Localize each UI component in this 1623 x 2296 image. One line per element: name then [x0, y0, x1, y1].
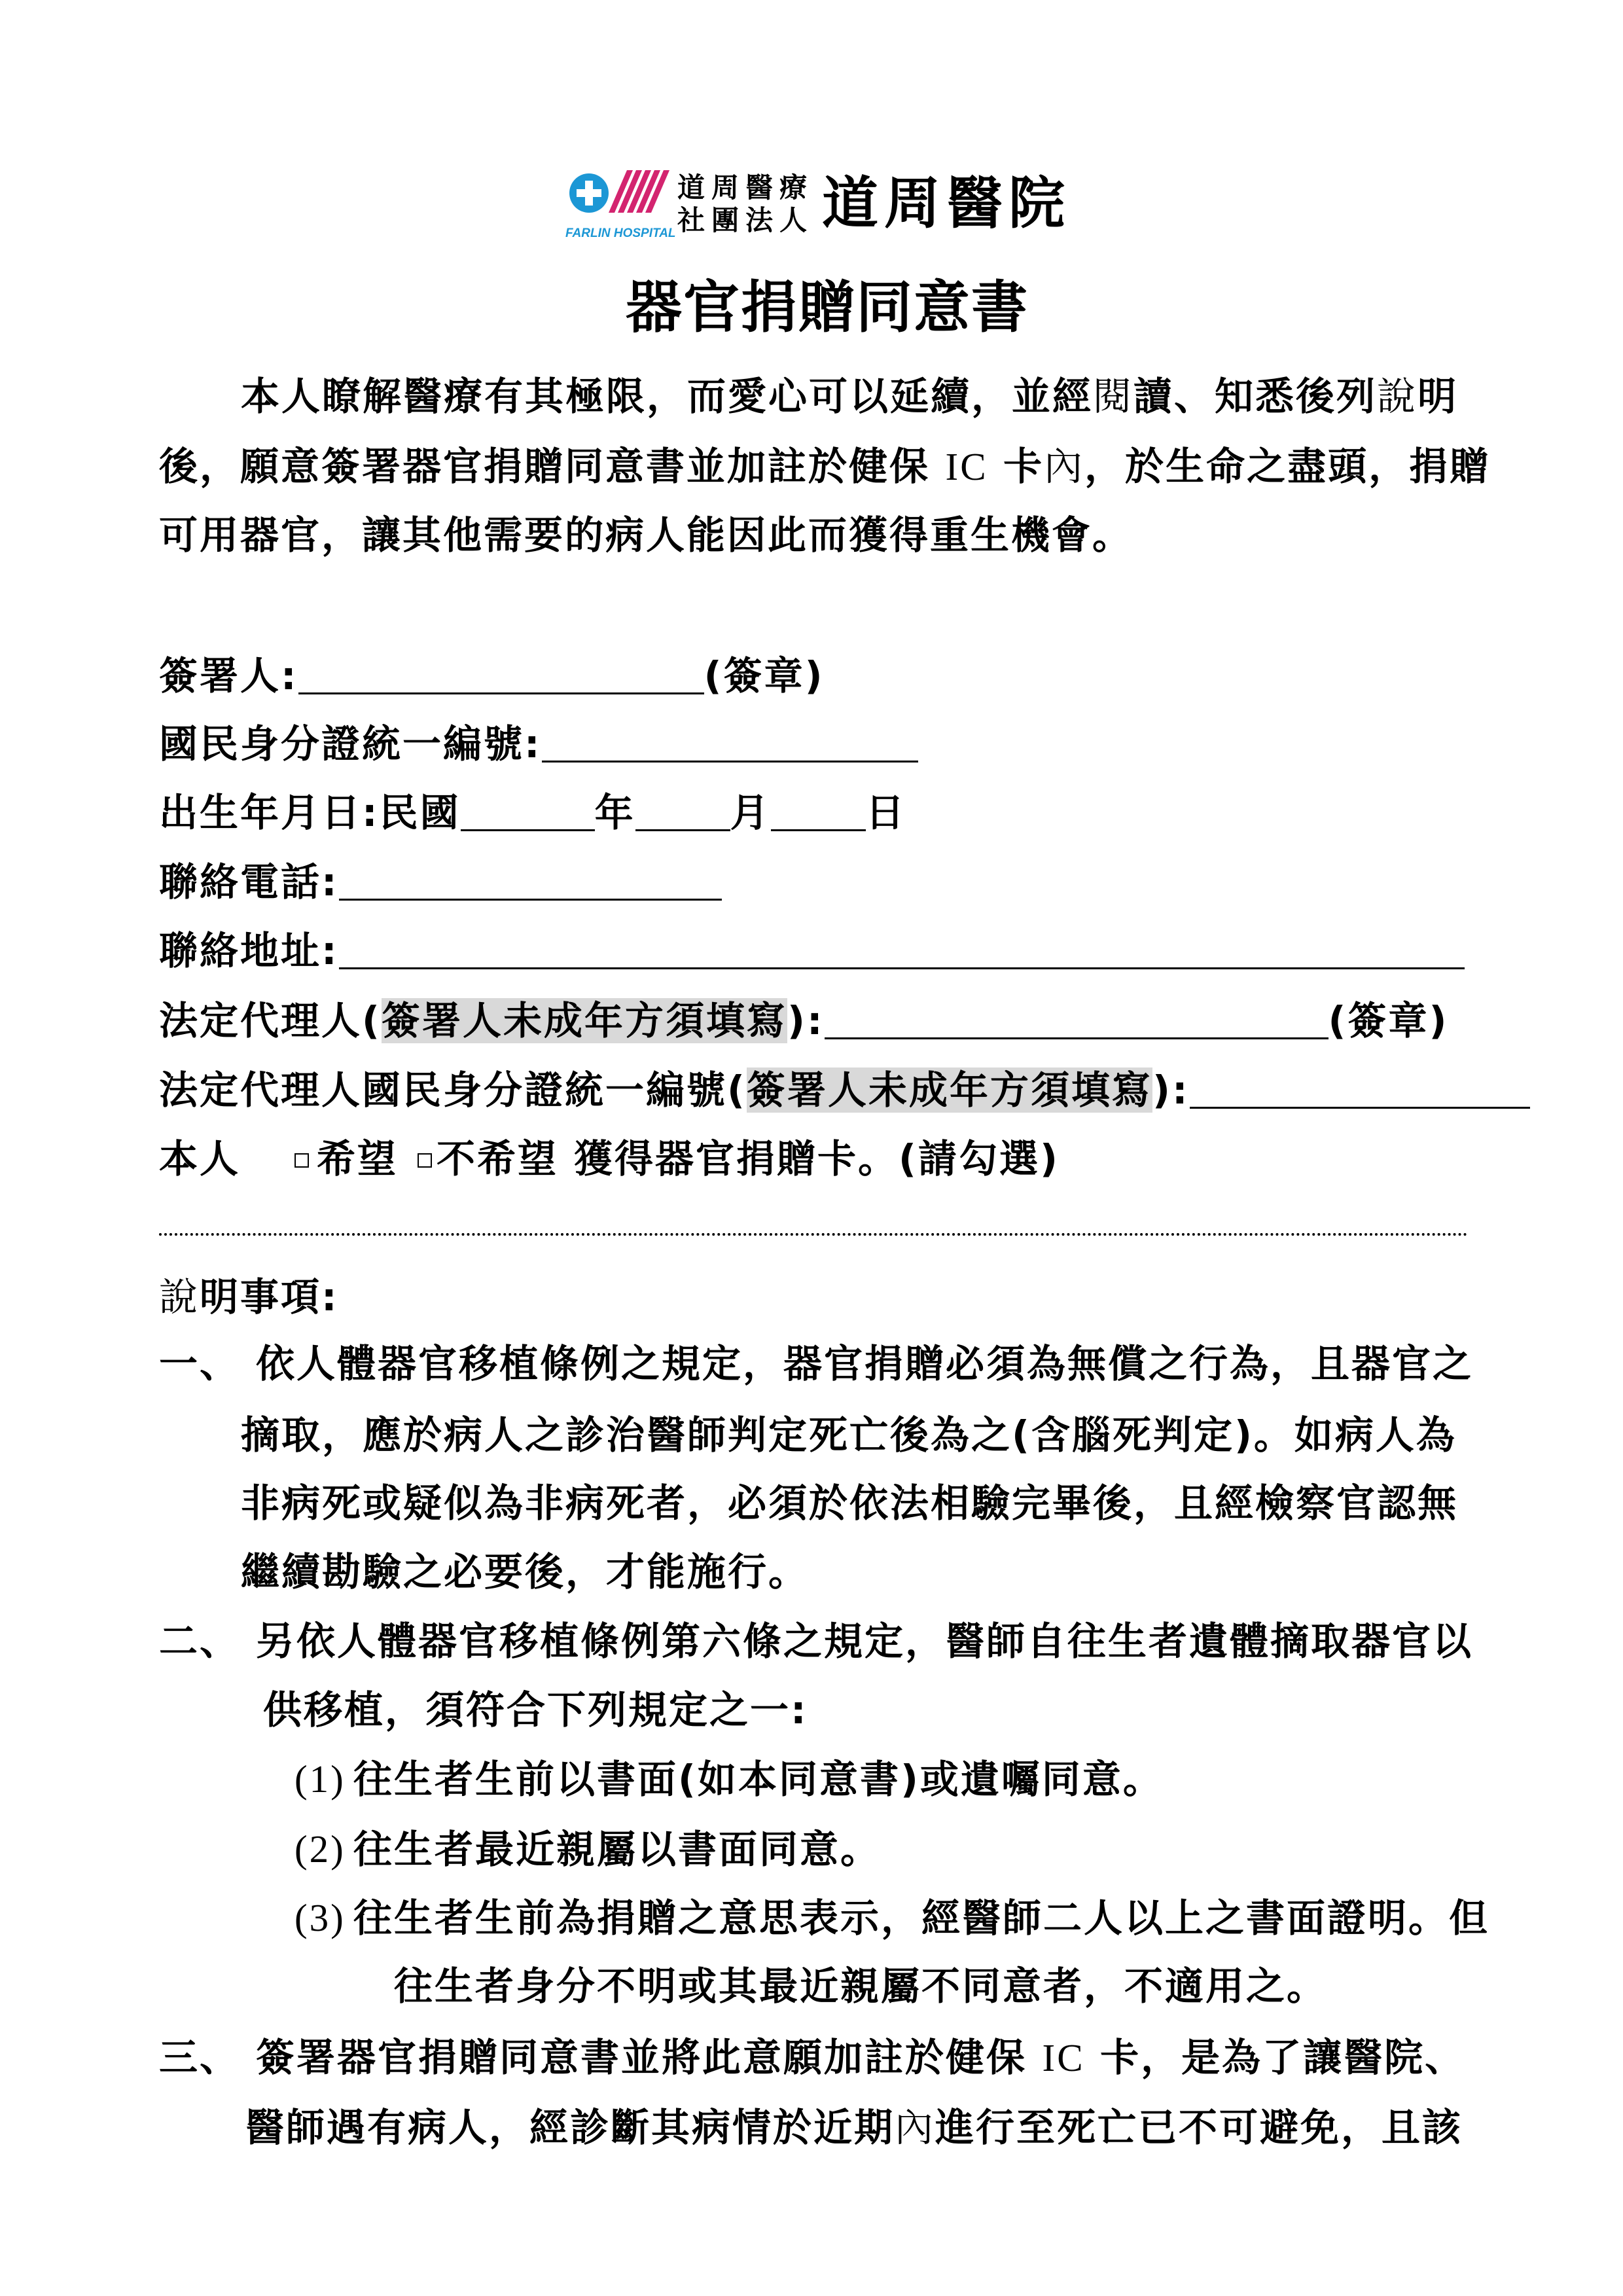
guardian-id-label: 法定代理人國民身分證統一編號( [159, 1067, 747, 1113]
guardian-seal-note: (簽章) [1328, 998, 1449, 1043]
logo-caption: FARLIN HOSPITAL [565, 226, 676, 240]
intro-line-2 [159, 444, 1491, 489]
intro-serif-glyph: 閱 [1093, 375, 1134, 418]
item-3-serif-glyph: IC [1042, 2036, 1085, 2079]
item-3-serif-glyph: 內 [895, 2106, 936, 2149]
intro-serif-glyph: 內 [1044, 445, 1085, 488]
logo-cross-emblem [569, 173, 609, 213]
item-1-line: 繼續勘驗之必要後，才能施行。 [241, 1549, 810, 1594]
sub-item-3-line: 往生者身分不明或其最近親屬不同意者，不適用之。 [394, 1964, 1328, 2009]
sub-item-1-line: 往生者生前以書面(如本同意書)或遺囑同意。 [353, 1757, 1164, 1802]
birth-month-field[interactable] [635, 829, 730, 831]
id-number-field[interactable] [542, 761, 918, 762]
item-3-line [245, 2105, 1463, 2150]
signer-label: 簽署人: [159, 653, 298, 698]
item-1-line: 非病死或疑似為非病死者，必須於依法相驗完畢後，且經檢察官認無 [241, 1480, 1459, 1526]
address-row [159, 928, 1465, 973]
address-field[interactable] [339, 967, 1465, 969]
heading-text: 明事項: [200, 1274, 339, 1319]
hospital-name: 道周醫院 [822, 170, 1071, 236]
intro-serif-glyph: 說 [1377, 375, 1418, 418]
phone-label: 聯絡電話: [159, 859, 339, 905]
birth-year-field[interactable] [461, 829, 595, 831]
signer-row [159, 653, 825, 698]
guardian-id-row [159, 1067, 1530, 1113]
minor-only-note: 簽署人未成年方須填寫 [381, 998, 787, 1043]
item-3-text: 醫師遇有病人，經診斷其病情於近期 [245, 2105, 895, 2150]
item-1-line: 摘取，應於病人之診治醫師判定死亡後為之(含腦死判定)。如病人為 [241, 1412, 1457, 1458]
sub-item-2-line: 往生者最近親屬以書面同意。 [353, 1827, 882, 1872]
address-label: 聯絡地址: [159, 928, 339, 973]
minor-only-note: 簽署人未成年方須填寫 [746, 1067, 1152, 1113]
intro-text: 可用器官，讓其他需要的病人能因此而獲得重生機會。 [159, 512, 1133, 558]
item-3-text: 卡，是為了讓醫院、 [1084, 2035, 1466, 2080]
intro-line-3 [159, 512, 1133, 558]
item-3-text: 簽署器官捐贈同意書並將此意願加註於健保 [256, 2035, 1043, 2080]
section-divider [159, 1233, 1468, 1236]
intro-text: 本人瞭解醫療有其極限，而愛心可以延續，並經 [241, 374, 1094, 419]
signer-signature-field[interactable] [298, 692, 704, 694]
consent-subject: 本人 [159, 1136, 241, 1181]
item-3-text: 進行至死亡已不可避免，且該 [935, 2105, 1463, 2150]
intro-text: 卡 [988, 444, 1044, 489]
phone-row [159, 859, 722, 905]
birth-day-field[interactable] [771, 829, 866, 831]
intro-text: ，於生命之盡頭，捐贈 [1084, 444, 1491, 489]
month-unit: 月 [730, 790, 771, 835]
item-2-line: 供移植，須符合下列規定之一: [263, 1687, 808, 1732]
wish-checkbox[interactable] [294, 1153, 309, 1168]
item-1-marker: 一、 [159, 1341, 241, 1386]
guardian-id-label-end: ): [1152, 1067, 1190, 1113]
intro-line-1 [241, 374, 1459, 419]
item-1-line: 依人體器官移植條例之規定，器官捐贈必須為無償之行為，且器官之 [256, 1341, 1474, 1386]
birth-date-row [159, 790, 906, 835]
sub-item-3-marker: (3) [294, 1896, 346, 1939]
item-3-line [256, 2035, 1466, 2080]
guardian-id-number-field[interactable] [1190, 1107, 1530, 1109]
sub-item-1-marker: (1) [294, 1757, 346, 1801]
guardian-label-end: ): [787, 998, 825, 1043]
guardian-row [159, 998, 1449, 1043]
item-3-marker: 三、 [159, 2035, 241, 2080]
id-number-label: 國民身分證統一編號: [159, 721, 542, 766]
item-2-marker: 二、 [159, 1619, 241, 1664]
sub-item-3-line: 往生者生前為捐贈之意思表示，經醫師二人以上之書面證明。但 [353, 1895, 1490, 1941]
guardian-label: 法定代理人( [159, 998, 382, 1043]
birth-date-label: 出生年月日:民國 [159, 790, 461, 835]
id-number-row [159, 721, 918, 766]
day-unit: 日 [865, 790, 906, 835]
not-wish-option-label: 不希望 [437, 1136, 559, 1181]
heading-serif-glyph: 說 [159, 1276, 200, 1319]
year-unit: 年 [594, 790, 635, 835]
logo-stripes [609, 170, 669, 213]
intro-text: 讀、知悉後列 [1133, 374, 1378, 419]
page-title: 器官捐贈同意書 [626, 275, 1029, 340]
signer-seal-note: (簽章) [704, 653, 825, 698]
guardian-signature-field[interactable] [825, 1037, 1329, 1039]
wish-option-label: 希望 [317, 1136, 399, 1181]
intro-serif-glyph: IC [945, 445, 988, 488]
phone-field[interactable] [339, 899, 722, 901]
item-2-line: 另依人體器官移植條例第六條之規定，醫師自往生者遺體摘取器官以 [256, 1619, 1474, 1664]
org-type-line-1: 道周醫療 [677, 171, 814, 204]
not-wish-checkbox[interactable] [418, 1153, 432, 1168]
explanation-heading [159, 1274, 339, 1319]
intro-text: 後，願意簽署器官捐贈同意書並加註於健保 [159, 444, 946, 489]
sub-item-2-marker: (2) [294, 1827, 346, 1871]
hospital-logo [563, 164, 677, 245]
consent-statement: 獲得器官捐贈卡。(請勾選) [574, 1136, 1060, 1181]
intro-text: 明 [1418, 374, 1459, 419]
org-type-line-2: 社團法人 [677, 204, 814, 236]
